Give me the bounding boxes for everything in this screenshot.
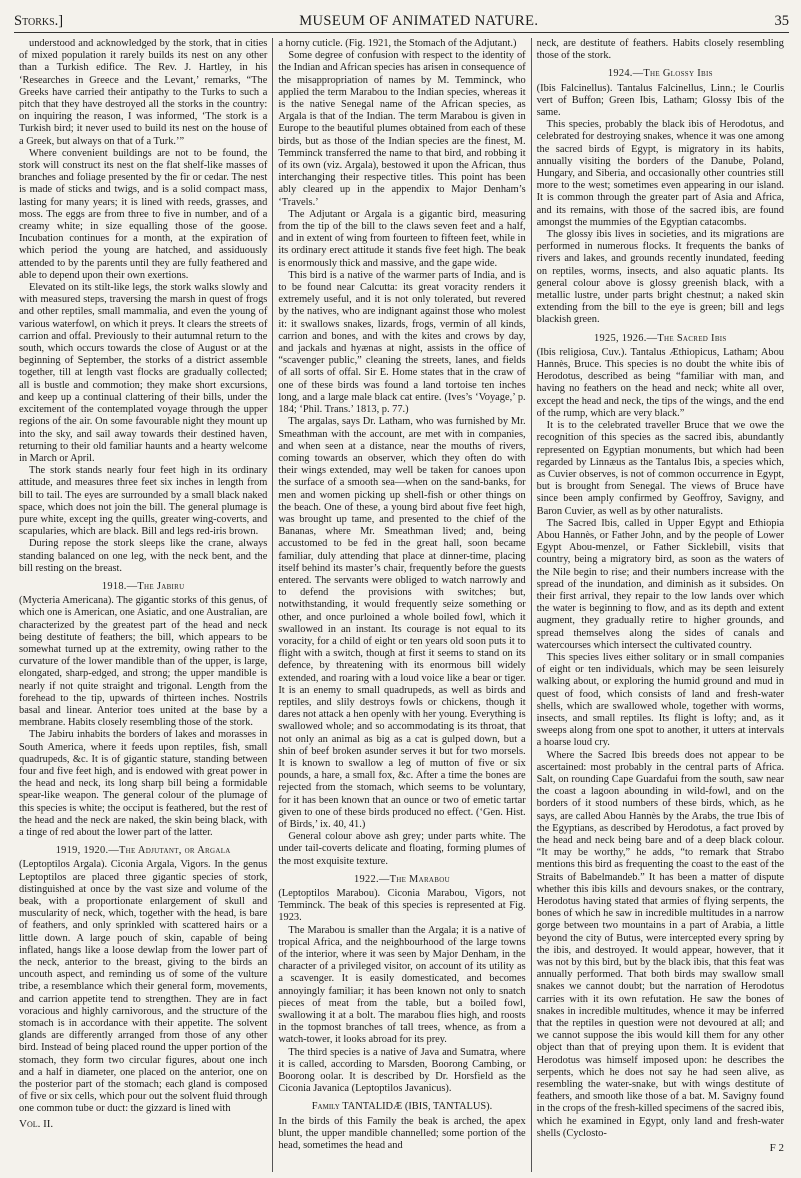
paragraph: The Marabou is smaller than the Argala; it is a native of tropical Africa, and the neighbourhood of the large towns of the interior, where it was seen by Major Denham, in the character of a privileged visitor, on account of its utility as a scavenger. It is easily domesticated, and becomes annoyingly familiar; it has been known not only to snatch pieces of meat from the table, but a boiled fowl, swallowing it at a bolt. The marabou flies high, and roosts in the topmost branches of tall trees, whence, as from a watch-tower, it looks abroad for its prey.: [278, 924, 526, 1046]
section-heading: 1919, 1920.—The Adjutant, or Argala: [55, 845, 231, 857]
paragraph: Some degree of confusion with respect to the identity of the Indian and African species has arisen in consequence of the misappropriation of names by M. Temminck, who applied the term Marabou to the Indian species, whereas it is the native Senegal name of the African species, as Argala is that of the Indian. The term Marabou is given in Europe to the beautiful plumes obtained from each of these birds, but as those of the Indian species are the finest, M. Temminck transferred the name to that bird, and robbing it of its own (viz. Argala), bestowed it upon the African, thus interchanging their respective titles. This point has been ably cleared up in the appendix to Major Denham’s ‘Travels.’: [278, 50, 526, 208]
paragraph: (Mycteria Americana). The gigantic storks of this genus, of which one is American, one Asiatic, and one Australian, are characterized by the greatest part of the head and neck being destitute of feathers; the bill, which appears to be somewhat turned up at the extremity, owing rather to the curvature of the lower mandible than of the upper, is large, elongated, sharp-edged, and strong; the upper mandible is nearly if not quite straight and trigonal. Length from the forehead to the tip, upwards of thirteen inches. Nostrils basal and linear. Anterior toes united at the base by a membrane. Habits closely resembling those of the stork.: [19, 595, 268, 729]
column-2: [272, 38, 530, 1172]
section-heading: 1922.—The Marabou: [354, 873, 450, 885]
paragraph: The Sacred Ibis, called in Upper Egypt and Ethiopia Abou Hannès, or Father John, and by the people of Lower Egypt Abou-menzel, or Father Sicklebill, visits that country, being a migratory bird, as soon as the waters of the Nile begin to rise; and their numbers increase with the spread of the inundation, and diminish as it subsides. On their first arrival, they repair to the low lands over which the water is beginning to flow, and as its depth and extent augment, they gradually retire to higher grounds, and spread themselves along the sides of canals and watercourses which intersect the cultivated country.: [536, 517, 784, 651]
paragraph: This species lives either solitary or in small companies of eight or ten individuals, which may be seen leisurely walking about, or exploring the humid ground and mud in quest of food, which consists of land and fresh-water shells, which are swallowed whole, together with worms, insects, and small reptiles. Its flight is lofty; and, as it sweeps along from one spot to another, it utters at intervals a hoarse loud cry.: [536, 651, 784, 749]
paragraph: Elevated on its stilt-like legs, the stork walks slowly and with measured steps, traversing the marsh in quest of frogs and other reptiles, small mammalia, and even the young of various waterfowl, on which it preys. It clears the streets of carrion and offal. Previously to their autumnal return to the south, which occurs towards the close of August or at the beginning of September, the storks of a district assemble together, till at length vast flocks are gradually collected; all is bustle and commotion; they make short excursions, and keep up a continual clattering of their bills, under the excitement of the contemplated voyage through the upper regions of the air. On some favourable night they mount up into the sky, and sail away towards their destined haven, returning to their old familiar haunts and a hearty welcome in March or April.: [19, 282, 268, 464]
text-columns: [14, 38, 789, 1172]
family-heading: Family TANTALIDÆ (IBIS, TANTALUS).: [311, 1101, 493, 1113]
column-footer: [537, 1142, 784, 1154]
paragraph: Where the Sacred Ibis breeds does not appear to be ascertained: most probably in the central parts of Africa. Salt, on rounding Cape Guardafui from the south, saw near the coast a lagoon abounding in wild-fowl, and on the borders of it stood numbers of these birds, which, as he says, are called Abou Hannès by the Arabs, the true Ibis of the Egyptians, as described by Herodotus, a fact proved by the head and neck being bare and of a deep black colour. “It may be worthy,” he adds, “to remark that Strabo mentions this bird as frequenting the coast to the east of the Straits of Babelmandeb.” It has been a matter of dispute whether this ibis kills and devours snakes, or the contrary, Herodotus having stated that armies of flying serpents, the bones of which he saw in incredible multitudes in a narrow gorge between two mountains in a part of Arabia, a little beyond the city of Butus, were intercepted every spring by the ibis, and destroyed. It would appear, however, that it was not by this bird, but by the black ibis, that this feat was annually performed. That both birds may swallow small snakes we cannot doubt; but the narration of Herodotus carries with it its own refutation. He saw the bones of snakes in incredible multitudes, whence it may be inferred that the reptiles in question were not devoured at all; and we cannot suppose the ibis would kill them for any other object than that of preying upon them. It is evident that Herodotus was himself imposed upon: he describes the serpents, which he does not say he had seen alive, as resembling the water-snake, but with wings destitute of feathers, and smooth like those of a bat. M. Savigny found in the crops of the fresh-killed specimens of the sacred ibis, which he examined in Egypt, only land and fresh-water shells (Cyclosto-: [536, 749, 784, 1139]
paragraph: Where convenient buildings are not to be found, the stork will construct its nest on the flat shelf-like masses of branches and foliage presented by the fir or cedar. The nest is made of sticks and twigs, and is a solid compact mass, lasting for many years; it is lined with reeds, grasses, and moss. The eggs are from three to five in number, and of a creamy white; in size equalling those of the goose. Incubation continues for a month, at the expiration of which period the young are hatched, and assiduously attended to by the parents until they are fully feathered and able to depend upon their own exertions.: [19, 147, 268, 281]
paragraph: This bird is a native of the warmer parts of India, and is to be found near Calcutta: its great voracity renders it extremely useful, and it is not only tolerated, but revered by the natives, who are indignant against those who molest it: it swallows snakes, lizards, frogs, vermin of all kinds, carrion and bones, and with the kites and crows by day, and jackals and hyænas at night, assists in the office of “scavenger public,” cleaning the streets, lanes, and fields of all sorts of offal. Sir E. Home states that in the craw of one of these birds was found a land tortoise ten inches long, and a large male black cat entire. (Ives’s ‘Voyage,’ p. 184; ‘Phil. Trans.’ 1813, p. 77.): [278, 269, 526, 416]
paragraph: The argalas, says Dr. Latham, who was furnished by Mr. Smeathman with the account, are met with in companies, and when seen at a distance, near the mouths of rivers, coming towards an observer, which they often do with their wings extended, may well be taken for canoes upon the surface of a smooth sea—when on the sand-banks, for men and women picking up shell-fish or other things on the beach. One of these, a young bird about five feet high, was brought up tame, and presented to the chief of the Bananas, where Mr. Smeathman lived; and, being accustomed to be fed in the great hall, soon became familiar, duly attending that place at dinner-time, placing itself behind its master’s chair, frequently before the guests entered. The servants were obliged to watch narrowly and to defend the provisions with switches; but, notwithstanding, it would frequently seize something or other, and once purloined a whole boiled fowl, which it swallowed in an instant. Its courage is not equal to its voracity, for a child of eight or ten years old soon puts it to flight with a switch, though at first it seems to stand on its defence, by threatening with its enormous bill widely extended, and roaring with a loud voice like a bear or tiger. It is an enemy to small quadrupeds, as well as birds and reptiles, and slily destroys fowls or chickens, though it dares not attack a hen openly with her young. Everything is swallowed whole; and so accommodating is its throat, that not only an animal as big as a cat is gulped down, but a shin of beef broken asunder serves it but for two morsels. It is known to swallow a leg of mutton of five or six pounds, a hare, a small fox, &c. After a time the bones are rejected from the stomach, which seems to be voluntary, for it has been known that an ounce or two of emetic tartar given to one of these birds produced no effect. (‘Gen. Hist. of Birds,’ ix. 40, 41.): [278, 416, 526, 830]
section-heading: 1924.—The Glossy Ibis: [607, 68, 713, 80]
paragraph: a horny cuticle. (Fig. 1921, the Stomach of the Adjutant.): [278, 38, 517, 49]
paragraph: General colour above ash grey; under parts white. The under tail-coverts delicate and floating, forming plumes of the most exquisite texture.: [278, 831, 526, 867]
paragraph: (Leptoptilos Argala). Ciconia Argala, Vigors. In the genus Leptoptilos are placed three gigantic species of stork, distinguished at once by the vast size and volume of the beak, with a proportionate enlargement of skull and muscularity of neck, which, together with the head, is bare of feathers, and only sprinkled with scattered hairs or a little down. A large pouch of skin, capable of being inflated, hangs like a loose dewlap from the lower part of the neck, anterior to the breast, giving to the birds an uncouth aspect, and reminding us of some of the vulture tribe, a resemblance which their general form, movements, and carrion appetite tend to strengthen. They are in fact voracious and highly carnivorous, and the structure of the stomach is in accordance with their appetite. The solvent glands are differently arranged from those of any other bird. Instead of being placed round the upper portion of the stomach, they form two circular figures, about one inch and a half in diameter, one placed on the anterior, one on the posterior part of the stomach; each gland is composed of five or six cells, which pour out the solvent fluid through one common tube or duct: the gizzard is lined with: [19, 859, 268, 1115]
running-head: [14, 8, 789, 33]
paragraph: This species, probably the black ibis of Herodotus, and celebrated for destroying snakes, whence it was one among the sacred birds of Egypt, is migratory in its habits, annually visiting the borders of the Danube, Poland, Hungary, and Siberia, and occasionally other countries still more to the west; sometimes even appearing in our island. It is common through the greater part of Asia and Africa, and its remains, with those of the sacred ibis, are found amongst the mummies of the Egyptian catacombs.: [536, 119, 784, 228]
paragraph: The Adjutant or Argala is a gigantic bird, measuring from the tip of the bill to the claws seven feet and a half, and in extent of wing from fourteen to fifteen feet, while in its ordinary erect attitude it stands five feet high. The beak is enormously thick and massive, and the gape wide.: [278, 208, 526, 269]
paragraph: It is to the celebrated traveller Bruce that we owe the recognition of this species as the sacred ibis, abundantly represented on Egyptian monuments, but which had been regarded by Linnæus as the Tantalus Ibis, a species which, as Cuvier observes, is not of common occurrence in Egypt, but is brought from Senegal. The views of Bruce have since been amply confirmed by Geoffroy, Savigny, and Baron Cuvier, as well as by other naturalists.: [536, 420, 784, 517]
column-3: [531, 38, 789, 1172]
paragraph: The third species is a native of Java and Sumatra, where it is called, according to Marsden, Boorong Cambing, or Boorong oolar. It is described by Dr. Horsfield as the Ciconia Javanica (Leptoptilos Javanicus).: [278, 1046, 526, 1095]
page-number: 35: [774, 13, 789, 29]
section-heading: 1925, 1926.—The Sacred Ibis: [594, 332, 727, 344]
paragraph: The glossy ibis lives in societies, and its migrations are performed in numerous flocks. It frequents the banks of rivers and lakes, and grounds recently inundated, feeding on reptiles, worms, insects, and also aquatic plants. Its general colour above is glossy greenish black, with a metallic lustre, under parts bright chestnut; a naked skin extending from the bill to the eye is green; bill and legs blackish green.: [536, 229, 784, 326]
paragraph: understood and acknowledged by the stork, that in cities of mixed population it rarely builds its nest on any other than a Turkish edifice. The Rev. J. Hartley, in his ‘Researches in Greece and the Levant,’ remarks, “The Greeks have carried their antipathy to the Turks to such a pitch that they have destroyed all the storks in the country: on inquiring the reason, I was informed, ‘The stork is a Turkish bird; it never used to build its nest on the house of a Greek, but always on that of a Turk.’”: [19, 38, 268, 147]
paragraph: neck, are destitute of feathers. Habits closely resembling those of the stork.: [536, 38, 784, 62]
paragraph: During repose the stork sleeps like the crane, always standing balanced on one leg, with the neck bent, and the bill resting on the breast.: [19, 538, 268, 574]
paragraph: (Leptoptilos Marabou). Ciconia Marabou, Vigors, not Temminck. The beak of this species is represented at Fig. 1923.: [278, 888, 526, 924]
paragraph: The stork stands nearly four feet high in its ordinary attitude, and measures three feet six inches in length from bill to tail. The eyes are surrounded by a small black naked space, which does not join the bill. The general plumage is pure white, except ing the quills, greater wing-coverts, and scapularies, which are black. Bill and legs red-iris brown.: [19, 465, 268, 538]
paragraph: (Ibis Falcinellus). Tantalus Falcinellus, Linn.; le Courlis vert of Buffon; Green Ibis, Latham; Glossy Ibis of the same.: [536, 82, 784, 119]
running-head-title: MUSEUM OF ANIMATED NATURE.: [299, 13, 539, 29]
column-footer: [19, 1118, 267, 1130]
column-1: [14, 38, 272, 1172]
signature-mark: F 2: [769, 1142, 784, 1155]
volume-mark: Vol. II.: [19, 1117, 54, 1130]
paragraph: (Ibis religiosa, Cuv.). Tantalus Æthiopicus, Latham; Abou Hannès, Bruce. This species is no doubt the white ibis of Herodotus, described as being “familiar with man, and having no feathers on the head and neck; white all over, except the head and neck, the tips of the wings, and the end of the rump, which are very black.”: [536, 346, 784, 419]
paragraph: In the birds of this Family the beak is arched, the apex blunt, the upper mandible channelled; some portion of the head, sometimes the head and: [278, 1115, 526, 1152]
paragraph: The Jabiru inhabits the borders of lakes and morasses in South America, where it feeds upon reptiles, fish, small quadrupeds, &c. It is of gigantic stature, standing between four and five feet high, and is endowed with great power in the head and neck, its long sharp bill being a formidable spear-like weapon. The general colour of the plumage of this species is white; the occiput is feathered, but the rest of the head and the neck are naked, the skin being black, with a tinge of red about the lower part of the latter.: [19, 729, 268, 838]
running-head-section: Storks.]: [14, 13, 64, 29]
section-heading: 1918.—The Jabiru: [101, 580, 185, 592]
